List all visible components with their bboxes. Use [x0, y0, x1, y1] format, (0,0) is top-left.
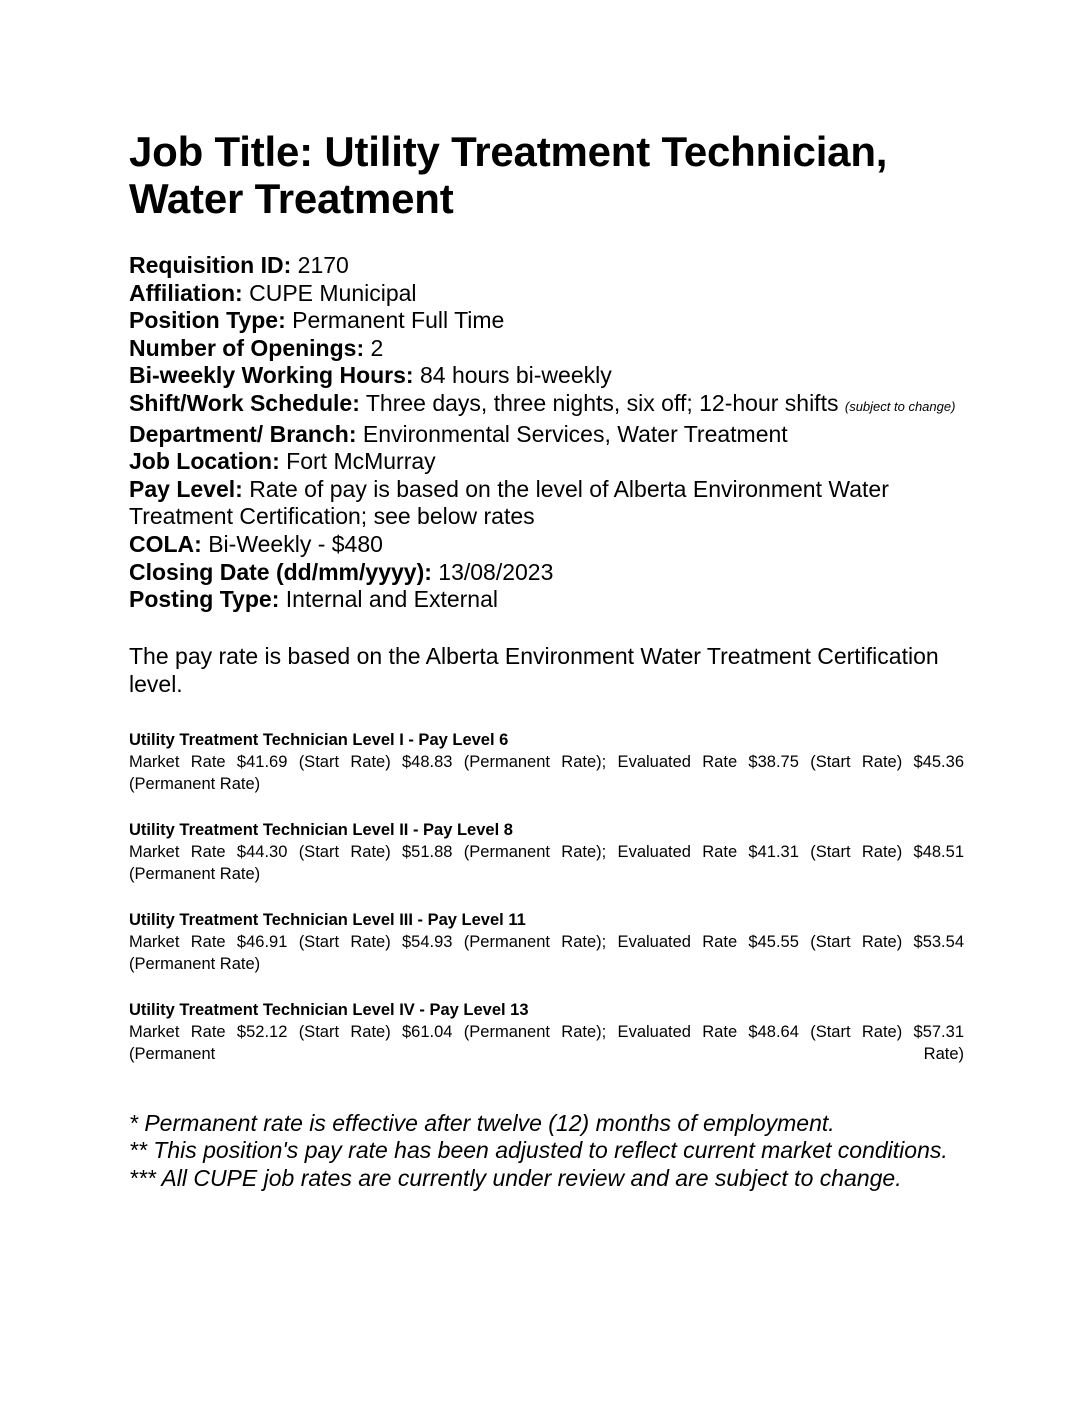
field-value: 84 hours bi-weekly: [419, 362, 612, 389]
field-department: [129, 421, 964, 449]
field-cola: [129, 531, 964, 559]
footnotes: [129, 1110, 964, 1193]
field-number-of-openings: [129, 335, 964, 363]
field-label: Closing Date (dd/mm/yyyy):: [129, 558, 432, 585]
field-value: CUPE Municipal: [249, 279, 417, 306]
field-label: Job Location:: [129, 448, 280, 475]
field-shift-schedule: [129, 390, 964, 421]
pay-level-block: [129, 999, 964, 1065]
pay-level-block: [129, 819, 964, 885]
field-value: Fort McMurray: [286, 448, 436, 475]
field-working-hours: [129, 362, 964, 390]
job-details: [129, 252, 964, 614]
level-title: Utility Treatment Technician Level III - Pay Level 11: [129, 910, 526, 929]
field-value: Internal and External: [285, 586, 498, 613]
field-pay-level: [129, 476, 964, 531]
field-value: Rate of pay is based on the level of Alberta Environment Water Treatment Certification; see below rates: [129, 475, 889, 530]
level-rates: Market Rate $44.30 (Start Rate) $51.88 (Permanent Rate); Evaluated Rate $41.31 (Start Rate) $48.51 (Permanent Rate): [129, 842, 964, 883]
field-posting-type: [129, 586, 964, 614]
footnote: ** This position's pay rate has been adjusted to reflect current market conditions.: [129, 1137, 948, 1164]
field-label: Number of Openings:: [129, 334, 365, 361]
level-title: Utility Treatment Technician Level IV - Pay Level 13: [129, 1000, 529, 1019]
level-rates: Market Rate $46.91 (Start Rate) $54.93 (Permanent Rate); Evaluated Rate $45.55 (Start Rate) $53.54 (Permanent Rate): [129, 932, 964, 973]
footnote: * Permanent rate is effective after twelve (12) months of employment.: [129, 1109, 835, 1136]
field-value: Bi-Weekly - $480: [208, 530, 383, 557]
field-label: Shift/Work Schedule:: [129, 389, 360, 416]
job-title: Job Title: Utility Treatment Technician, Water Treatment: [129, 128, 888, 222]
level-rates: Market Rate $41.69 (Start Rate) $48.83 (Permanent Rate); Evaluated Rate $38.75 (Start Rate) $45.36 (Permanent Rate): [129, 752, 964, 793]
field-value: Permanent Full Time: [292, 307, 505, 334]
field-job-location: [129, 448, 964, 476]
field-note: (subject to change): [844, 398, 956, 414]
field-label: COLA:: [129, 530, 202, 557]
level-title: Utility Treatment Technician Level II - Pay Level 8: [129, 820, 513, 839]
level-title: Utility Treatment Technician Level I - Pay Level 6: [129, 730, 509, 749]
pay-rate-intro: The pay rate is based on the Alberta Environment Water Treatment Certification level.: [129, 642, 939, 697]
field-value: 13/08/2023: [438, 558, 554, 585]
field-label: Bi-weekly Working Hours:: [129, 362, 414, 389]
field-affiliation: [129, 280, 964, 308]
field-label: Posting Type:: [129, 586, 280, 613]
footnote: *** All CUPE job rates are currently under review and are subject to change.: [129, 1164, 902, 1191]
pay-level-block: [129, 729, 964, 795]
field-label: Affiliation:: [129, 279, 243, 306]
field-value: 2: [370, 334, 384, 361]
pay-levels: [129, 729, 964, 1065]
field-position-type: [129, 307, 964, 335]
pay-level-block: [129, 909, 964, 975]
field-value: 2170: [297, 252, 349, 278]
field-label: Position Type:: [129, 307, 286, 334]
field-label: Requisition ID:: [129, 252, 292, 278]
field-value: Three days, three nights, six off; 12-hour shifts: [365, 389, 839, 416]
level-rates: Market Rate $52.12 (Start Rate) $61.04 (Permanent Rate); Evaluated Rate $48.64 (Start Rate) $57.31 (Permanent Rate): [129, 1022, 964, 1063]
field-requisition-id: [129, 252, 964, 280]
field-closing-date: [129, 559, 964, 587]
job-posting-page: [129, 128, 964, 1192]
field-label: Department/ Branch:: [129, 420, 357, 447]
field-value: Environmental Services, Water Treatment: [362, 420, 788, 447]
field-label: Pay Level:: [129, 475, 243, 502]
